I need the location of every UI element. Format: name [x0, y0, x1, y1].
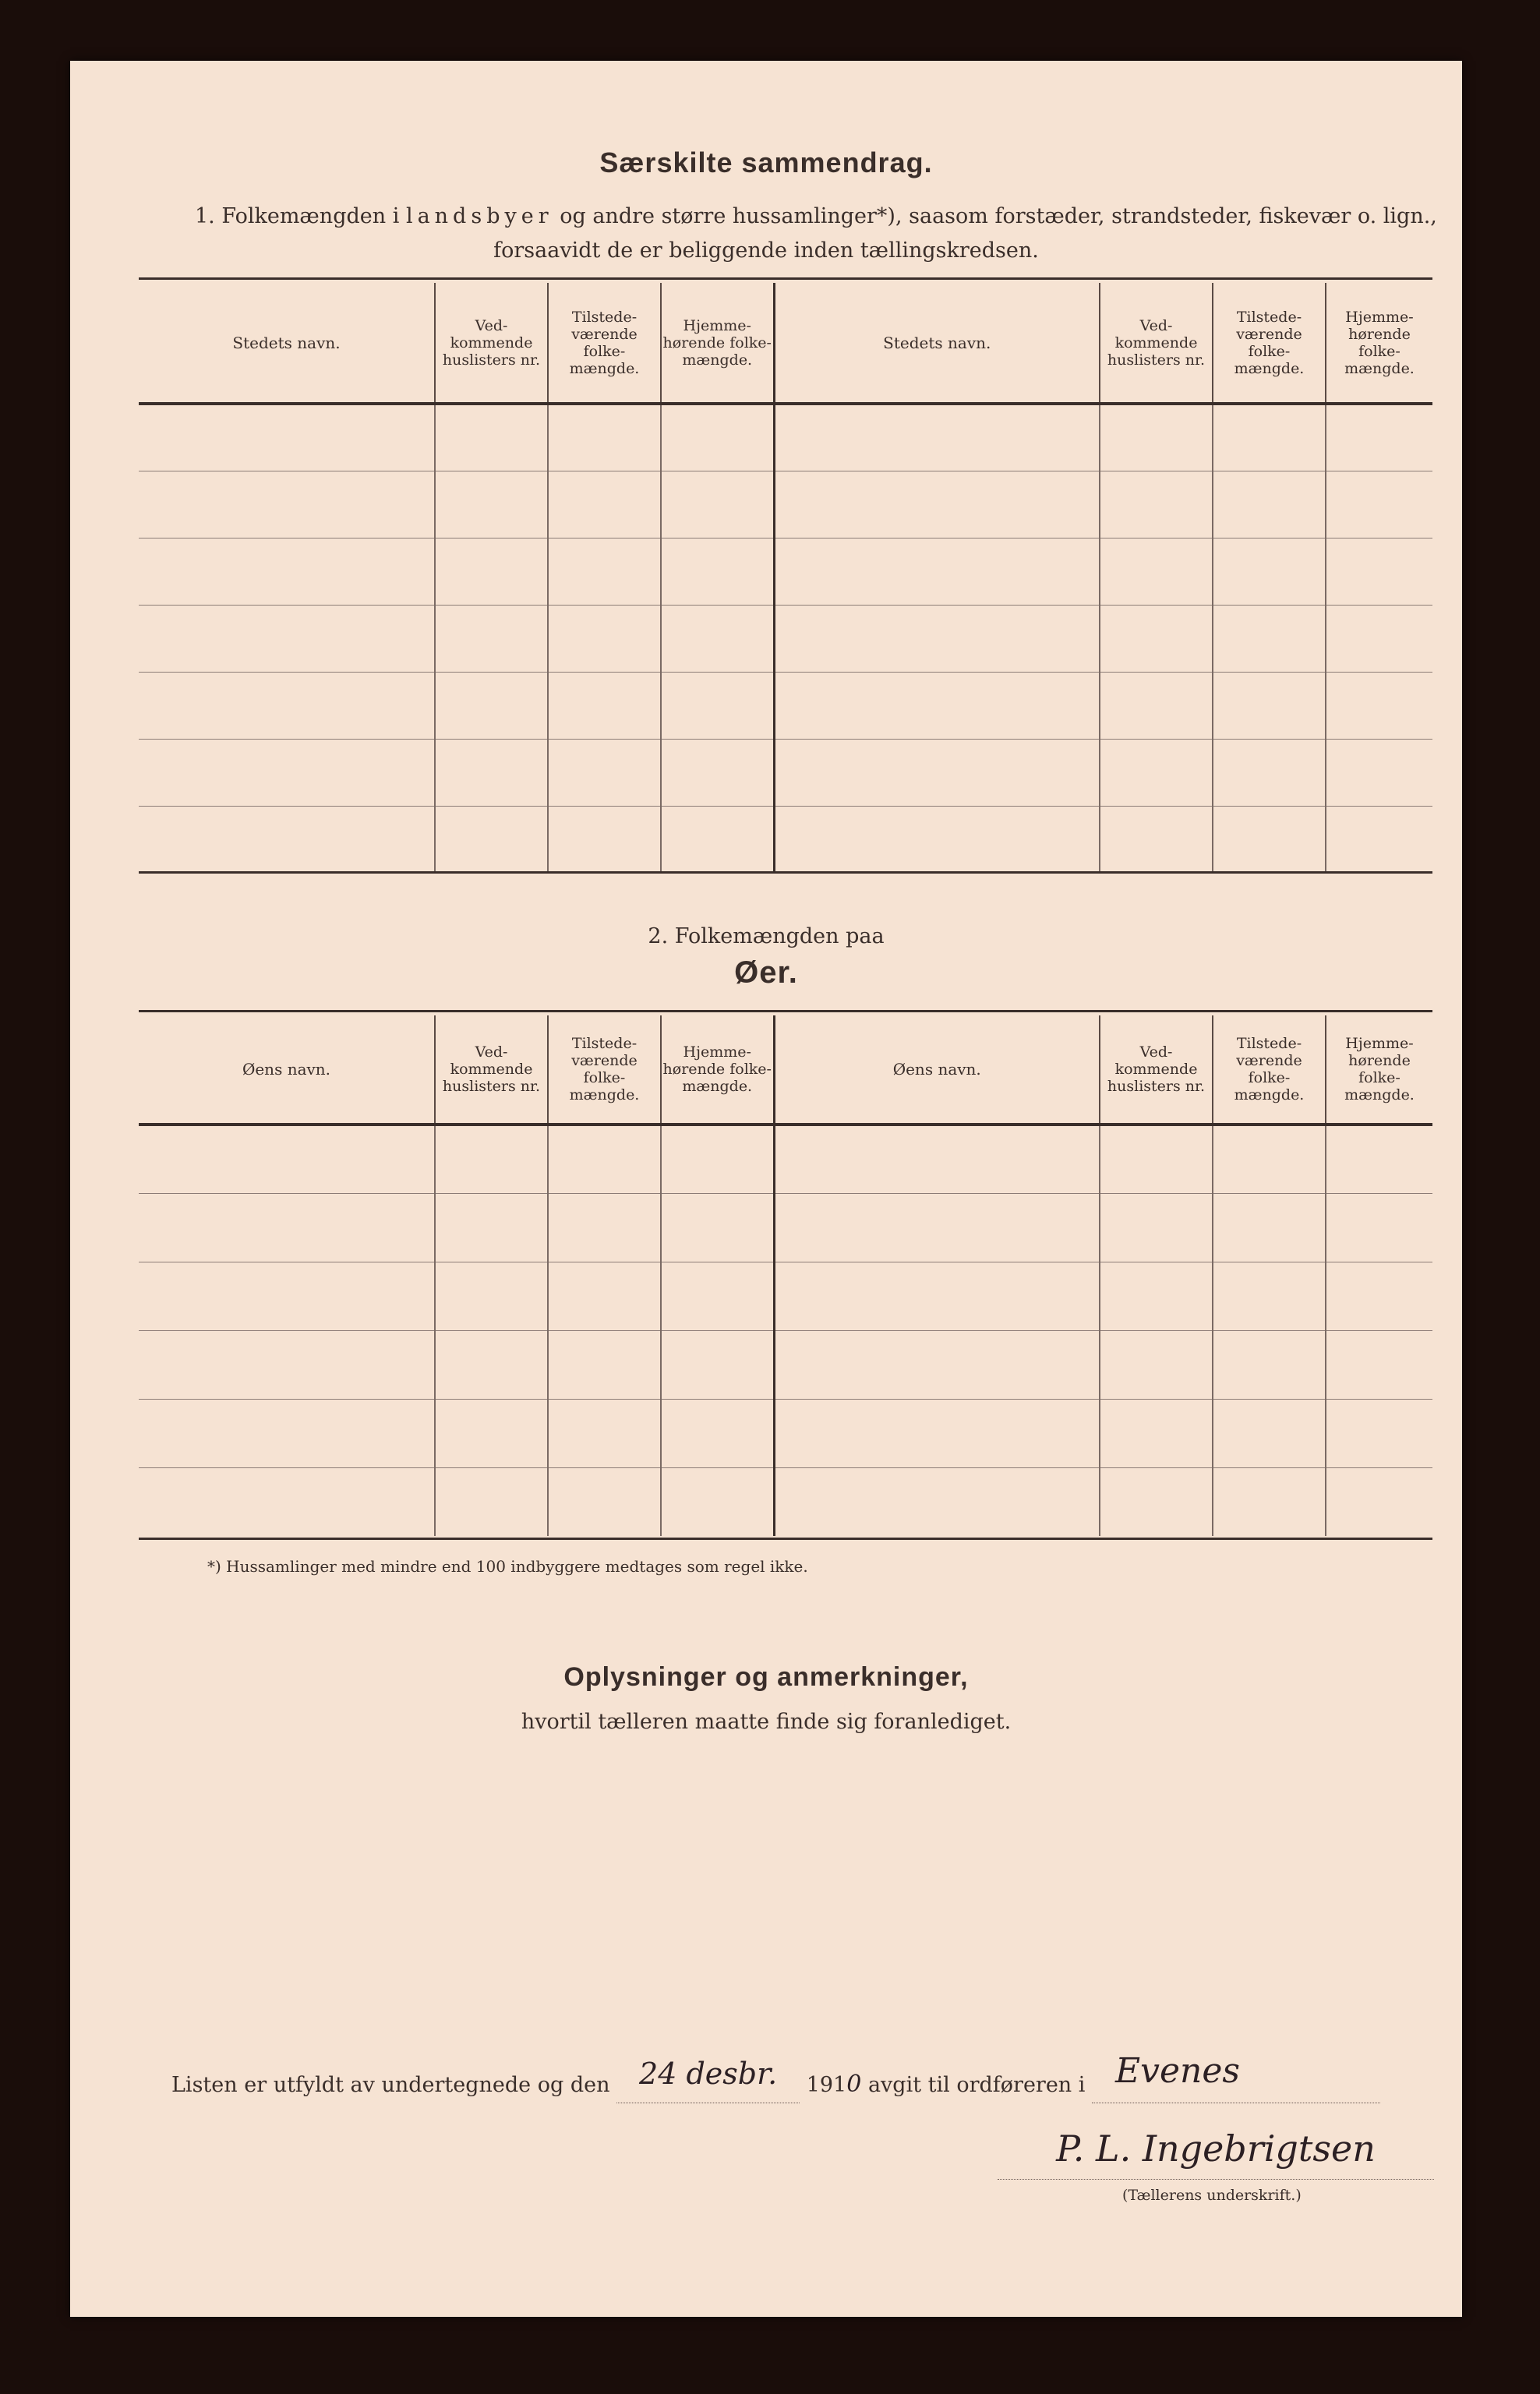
t1-cell[interactable] — [774, 404, 1100, 471]
t2-cell[interactable] — [1100, 1193, 1213, 1262]
t2-cell[interactable] — [139, 1262, 435, 1330]
t2-cell[interactable] — [435, 1262, 548, 1330]
t2-row — [139, 1467, 1432, 1536]
t1-row — [139, 538, 1432, 605]
t2-cell[interactable] — [774, 1467, 1100, 1536]
t2-header-right-1: Øens navn. — [774, 1015, 1100, 1125]
signature-line — [998, 2179, 1434, 2180]
t1-row — [139, 404, 1432, 471]
t2-cell[interactable] — [1213, 1399, 1326, 1467]
signature-text1: Listen er utfyldt av undertegnede og den — [171, 2073, 610, 2097]
t1-cell[interactable] — [139, 404, 435, 471]
remarks-subtitle: hvortil tælleren maatte finde sig foranlediget. — [521, 1710, 1012, 1734]
t2-cell[interactable] — [548, 1193, 661, 1262]
t1-cell[interactable] — [774, 739, 1100, 806]
date-handwritten: 24 desbr. — [639, 2057, 778, 2091]
t1-cell[interactable] — [548, 404, 661, 471]
top-rule — [139, 277, 1432, 280]
t2-cell[interactable] — [1213, 1125, 1326, 1193]
t2-cell[interactable] — [548, 1330, 661, 1399]
t1-header-left-3: Tilstede-værende folke-mængde. — [548, 283, 661, 404]
t1-cell[interactable] — [435, 739, 548, 806]
t2-cell[interactable] — [1100, 1467, 1213, 1536]
year-prefix: 191 — [806, 2073, 847, 2097]
t1-header-left-2: Ved-kommende huslisters nr. — [435, 283, 548, 404]
t2-cell[interactable] — [435, 1125, 548, 1193]
t2-row — [139, 1262, 1432, 1330]
signature-text2: avgit til ordføreren i — [867, 2073, 1086, 2097]
census-form-page — [70, 61, 1462, 2317]
t1-cell[interactable] — [1326, 404, 1432, 471]
t1-cell[interactable] — [1100, 605, 1213, 672]
t1-cell[interactable] — [139, 806, 435, 873]
t2-cell[interactable] — [774, 1125, 1100, 1193]
t1-cell[interactable] — [1326, 672, 1432, 739]
t2-cell[interactable] — [1326, 1125, 1432, 1193]
t1-cell[interactable] — [1100, 471, 1213, 538]
signature-caption: (Tællerens underskrift.) — [1122, 2187, 1302, 2204]
place-field — [1092, 2051, 1380, 2103]
t1-cell[interactable] — [1326, 605, 1432, 672]
t1-cell[interactable] — [1100, 739, 1213, 806]
t1-cell[interactable] — [435, 806, 548, 873]
t1-cell[interactable] — [661, 605, 774, 672]
t1-header-left-1: Stedets navn. — [139, 283, 435, 404]
t1-header-right-1: Stedets navn. — [774, 283, 1100, 404]
t1-cell[interactable] — [548, 538, 661, 605]
t1-cell[interactable] — [435, 605, 548, 672]
t1-cell[interactable] — [1213, 739, 1326, 806]
t1-cell[interactable] — [774, 538, 1100, 605]
section2-table — [139, 1015, 1432, 1536]
t2-header-right-3: Tilstede-værende folke-mængde. — [1213, 1015, 1326, 1125]
t1-cell[interactable] — [139, 672, 435, 739]
section-title: Særskilte sammendrag. — [599, 147, 933, 178]
t1-row — [139, 806, 1432, 873]
t2-cell[interactable] — [661, 1330, 774, 1399]
t2-cell[interactable] — [661, 1262, 774, 1330]
t2-row — [139, 1193, 1432, 1262]
t2-cell[interactable] — [1326, 1330, 1432, 1399]
t2-cell[interactable] — [661, 1467, 774, 1536]
t1-cell[interactable] — [1326, 471, 1432, 538]
section1-intro — [195, 200, 1442, 234]
t1-cell[interactable] — [661, 471, 774, 538]
t2-cell[interactable] — [1100, 1399, 1213, 1467]
t1-cell[interactable] — [139, 739, 435, 806]
section2-top-rule — [139, 1010, 1432, 1012]
section1-intro-spaced: landsbyer — [405, 204, 553, 228]
t1-cell[interactable] — [1213, 605, 1326, 672]
t1-cell[interactable] — [661, 806, 774, 873]
t2-cell[interactable] — [548, 1125, 661, 1193]
t1-cell[interactable] — [774, 672, 1100, 739]
section1-intro-prefix: 1. Folkemængden i — [195, 204, 406, 228]
enumerator-signature: P. L. Ingebrigtsen — [1056, 2127, 1376, 2170]
section1-bottom-rule — [139, 871, 1432, 874]
t1-row — [139, 471, 1432, 538]
t2-cell[interactable] — [435, 1330, 548, 1399]
t2-cell[interactable] — [139, 1125, 435, 1193]
t2-row — [139, 1330, 1432, 1399]
t2-cell[interactable] — [661, 1193, 774, 1262]
t2-cell[interactable] — [1326, 1399, 1432, 1467]
t1-cell[interactable] — [1213, 672, 1326, 739]
t2-cell[interactable] — [661, 1399, 774, 1467]
t2-row — [139, 1125, 1432, 1193]
t2-row — [139, 1399, 1432, 1467]
t1-cell[interactable] — [548, 471, 661, 538]
t1-cell[interactable] — [435, 471, 548, 538]
t2-cell[interactable] — [548, 1399, 661, 1467]
t2-cell[interactable] — [774, 1193, 1100, 1262]
t1-cell[interactable] — [1100, 806, 1213, 873]
t2-cell[interactable] — [774, 1330, 1100, 1399]
t1-cell[interactable] — [1326, 739, 1432, 806]
t1-cell[interactable] — [548, 605, 661, 672]
t2-cell[interactable] — [774, 1399, 1100, 1467]
t1-cell[interactable] — [435, 404, 548, 471]
t2-cell[interactable] — [774, 1262, 1100, 1330]
year-handwritten: 0 — [846, 2071, 862, 2098]
t2-cell[interactable] — [1213, 1262, 1326, 1330]
t1-cell[interactable] — [661, 739, 774, 806]
t2-cell[interactable] — [139, 1193, 435, 1262]
t2-cell[interactable] — [435, 1467, 548, 1536]
t2-cell[interactable] — [1326, 1193, 1432, 1262]
t1-cell[interactable] — [548, 739, 661, 806]
t1-cell[interactable] — [435, 538, 548, 605]
t2-header-left-2: Ved-kommende huslisters nr. — [435, 1015, 548, 1125]
t1-cell[interactable] — [1213, 471, 1326, 538]
date-field — [616, 2057, 800, 2103]
t1-row — [139, 672, 1432, 739]
signature-sentence — [171, 2051, 1457, 2110]
t1-cell[interactable] — [139, 605, 435, 672]
t1-cell[interactable] — [548, 672, 661, 739]
t1-cell[interactable] — [774, 605, 1100, 672]
t2-cell[interactable] — [1213, 1193, 1326, 1262]
t2-cell[interactable] — [435, 1193, 548, 1262]
t1-cell[interactable] — [1100, 538, 1213, 605]
t1-row — [139, 739, 1432, 806]
t2-cell[interactable] — [1100, 1262, 1213, 1330]
t1-cell[interactable] — [661, 404, 774, 471]
section2-heading: Øer. — [734, 955, 798, 990]
t1-header-left-4: Hjemme-hørende folke-mængde. — [661, 283, 774, 404]
t2-cell[interactable] — [139, 1399, 435, 1467]
t1-cell[interactable] — [774, 471, 1100, 538]
remarks-title: Oplysninger og anmerkninger, — [563, 1662, 969, 1692]
t1-cell[interactable] — [1213, 404, 1326, 471]
t1-cell[interactable] — [1213, 806, 1326, 873]
t2-header-right-4: Hjemme-hørende folke-mængde. — [1326, 1015, 1432, 1125]
section2-bottom-rule — [139, 1538, 1432, 1540]
section1-intro-rest: og andre større hussamlinger*), saasom forstæder, strandsteder, fiskevær o. lign., — [553, 204, 1437, 228]
t1-cell[interactable] — [1326, 806, 1432, 873]
t1-cell[interactable] — [661, 672, 774, 739]
place-handwritten: Evenes — [1115, 2051, 1240, 2091]
t1-cell[interactable] — [774, 806, 1100, 873]
t2-cell[interactable] — [1100, 1125, 1213, 1193]
t2-cell[interactable] — [548, 1262, 661, 1330]
section1-intro-line2: forsaavidt de er beliggende inden tællingskredsen. — [493, 238, 1039, 263]
section1-table — [139, 283, 1432, 873]
t2-header-left-1: Øens navn. — [139, 1015, 435, 1125]
t1-cell[interactable] — [1213, 538, 1326, 605]
t1-header-right-2: Ved-kommende huslisters nr. — [1100, 283, 1213, 404]
t2-cell[interactable] — [435, 1399, 548, 1467]
t2-cell[interactable] — [661, 1125, 774, 1193]
t2-cell[interactable] — [548, 1467, 661, 1536]
footnote: *) Hussamlinger med mindre end 100 indbyggere medtages som regel ikke. — [207, 1557, 808, 1576]
t2-cell[interactable] — [1326, 1262, 1432, 1330]
t1-header-right-4: Hjemme-hørende folke-mængde. — [1326, 283, 1432, 404]
t1-cell[interactable] — [661, 538, 774, 605]
t2-cell[interactable] — [1326, 1467, 1432, 1536]
section2-intro: 2. Folkemængden paa — [648, 924, 885, 948]
t1-cell[interactable] — [139, 471, 435, 538]
t1-header-right-3: Tilstede-værende folke-mængde. — [1213, 283, 1326, 404]
t2-cell[interactable] — [1213, 1330, 1326, 1399]
t1-cell[interactable] — [1100, 672, 1213, 739]
t2-cell[interactable] — [139, 1467, 435, 1536]
t1-cell[interactable] — [1100, 404, 1213, 471]
t1-cell[interactable] — [139, 538, 435, 605]
t2-cell[interactable] — [139, 1330, 435, 1399]
t2-cell[interactable] — [1100, 1330, 1213, 1399]
t2-header-right-2: Ved-kommende huslisters nr. — [1100, 1015, 1213, 1125]
t1-cell[interactable] — [1326, 538, 1432, 605]
t1-cell[interactable] — [435, 672, 548, 739]
t2-cell[interactable] — [1213, 1467, 1326, 1536]
t2-header-left-3: Tilstede-værende folke-mængde. — [548, 1015, 661, 1125]
t1-cell[interactable] — [548, 806, 661, 873]
t1-row — [139, 605, 1432, 672]
t2-header-left-4: Hjemme-hørende folke-mængde. — [661, 1015, 774, 1125]
